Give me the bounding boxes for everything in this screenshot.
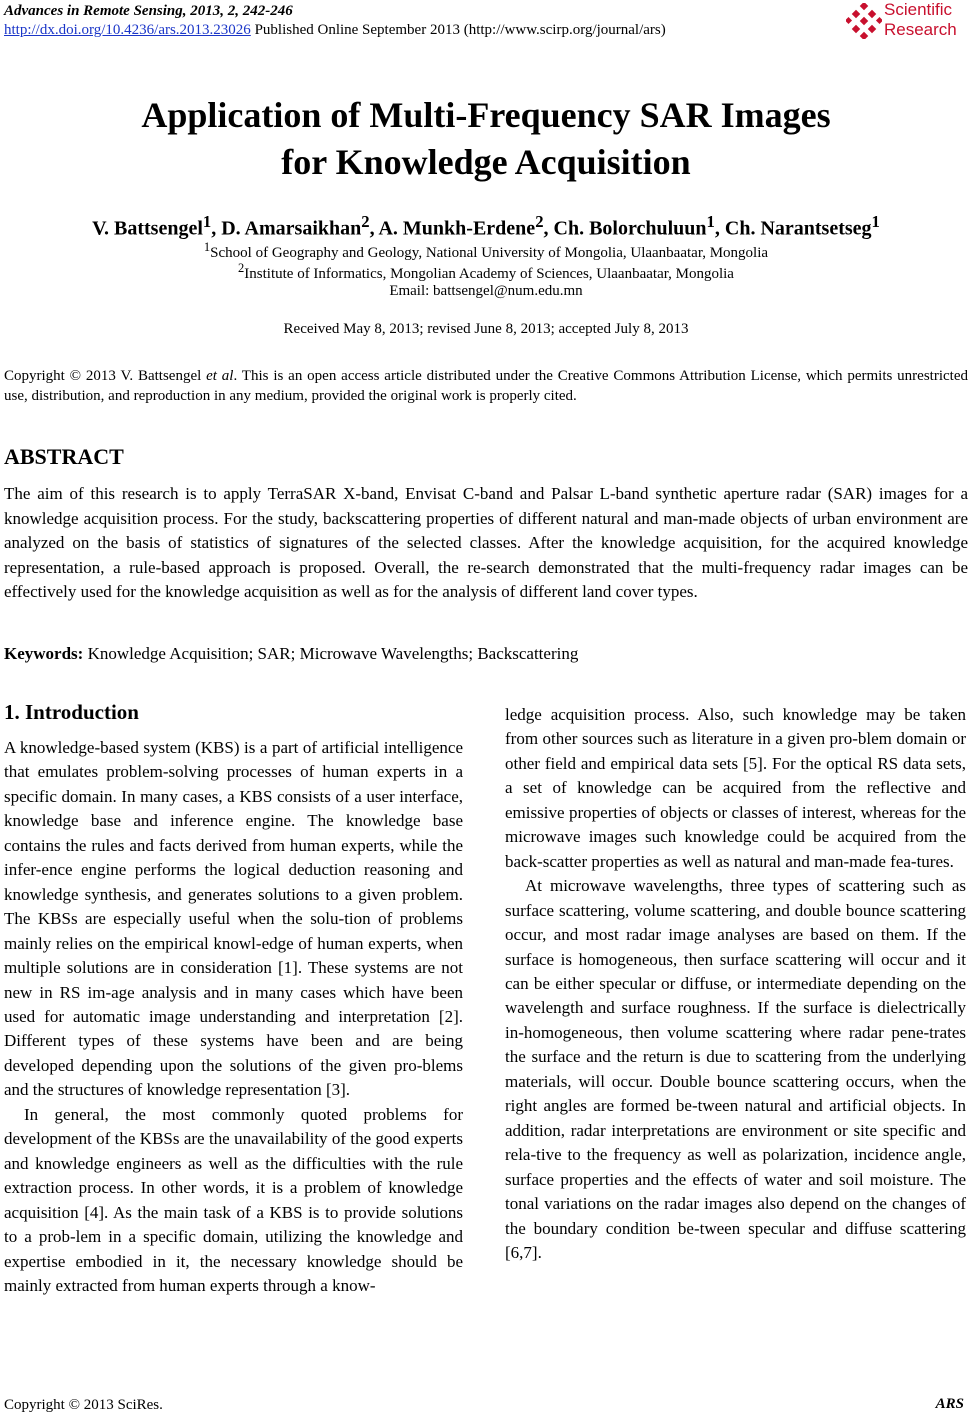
affiliation-2: $^2$Institute of Informatics, Mongolian Academy of Sciences, Ulaanbaatar, Mongolia: [238, 261, 734, 282]
author-sup: 2: [535, 212, 544, 231]
abstract-heading: ABSTRACT: [4, 444, 124, 469]
footer-copyright: Copyright © 2013 SciRes.: [4, 1397, 163, 1413]
author-sup: 1: [706, 212, 715, 231]
logo-line-2: Research: [884, 20, 957, 39]
doi-line: [4, 22, 666, 39]
intro-right-column: [505, 703, 966, 1265]
author-email: Email: battsengel@num.edu.mn: [389, 283, 583, 299]
keywords-label: Keywords:: [4, 644, 84, 663]
title-line-2: for Knowledge Acquisition: [281, 142, 691, 182]
copyright-notice: Copyright © 2013 V. Battsengel et al. This is an open access article distributed under the Creative Commons Attribution License, which permits unrestricted use, distribution, and reproduction in any medium, provided the original work is properly cited.: [4, 368, 968, 404]
author-sup: 1: [202, 212, 212, 231]
author-name: Ch. Bolorchuluun: [553, 217, 707, 240]
keywords-text: Knowledge Acquisition; SAR; Microwave Wavelengths; Backscattering: [83, 644, 579, 663]
title-line-1: Application of Multi-Frequency SAR Images: [141, 95, 831, 135]
intro-heading: 1. Introduction: [4, 700, 139, 724]
publisher-logo[interactable]: [846, 0, 970, 44]
logo-line-1: Scientific: [884, 0, 953, 19]
author-list: V. Battsengel$^1$, D. Amarsaikhan$^2$, A. Munkh-Erdene$^2$, Ch. Bolorchuluun$^1$, Ch. Narantsetseg$^1$: [92, 212, 880, 240]
footer-journal-abbrev: ARS: [935, 1396, 964, 1412]
doi-link[interactable]: http://dx.doi.org/10.4236/ars.2013.23026: [4, 22, 251, 38]
author-sup: 2: [361, 212, 370, 231]
paper-title: [0, 92, 972, 186]
received-dates: Received May 8, 2013; revised June 8, 2013; accepted July 8, 2013: [283, 321, 689, 337]
intro-paragraph: In general, the most commonly quoted problems for development of the KBSs are the unavailability of the good experts and knowledge engineers as well as the difficulties with the rule extraction process. In other words, it is a problem of knowledge acquisition [4]. As the main task of a KBS is to provide solutions to a prob-lem in a specific domain, utilizing the knowledge and expertise embodied in it, the necessary knowledge should be mainly extracted from human experts through a know-: [4, 1104, 463, 1295]
keywords: [4, 644, 578, 664]
intro-paragraph: ledge acquisition process. Also, such knowledge may be taken from other sources such as literature in a given pro-blem domain or other field and empirical data sets [5]. For the optical RS data sets, a set of knowledge can be acquired from the reflective and emissive properties of objects or classes of interest, whereas for the microwave images such knowledge could be acquired from the back-scatter properties as well as natural and man-made fea-tures.: [505, 705, 966, 871]
author-name: A. Munkh-Erdene: [378, 217, 536, 240]
scientific-research-logo-icon: [846, 3, 882, 39]
author-name: D. Amarsaikhan: [221, 217, 362, 240]
published-text: Published Online September 2013 (http://www.scirp.org/journal/ars): [250, 22, 666, 38]
intro-paragraph: At microwave wavelengths, three types of scattering such as surface scattering, volume scattering, and double bounce scattering occur, and most radar image analyses are based on them. If the surface is homogeneous, then surface scattering will occur and it can be either specular or diffuse, or intermediate depending on the wavelength and surface roughness. If the surface is dielectrically in-homogeneous, then volume scattering where radar pene-trates the surface and the return is due to scattering from the underlying materials, will occur. Double bounce scattering occurs, when the right angles are formed be-tween natural and artificial objects. In addition, radar interpretations are environment or site specific and rela-tive to the frequency as well as polarization, incidence angle, surface properties and the effects of water and soil moisture. The tonal variations on the radar images also depend on the changes of the boundary condition be-tween specular and diffuse scattering [6,7].: [505, 876, 966, 1262]
author-sup: 1: [871, 212, 880, 231]
intro-left-column: [4, 736, 463, 1298]
author-name: Ch. Narantsetseg: [724, 217, 872, 240]
affiliation-1: $^1$School of Geography and Geology, National University of Mongolia, Ulaanbaatar, Mongolia: [203, 240, 769, 261]
intro-paragraph: A knowledge-based system (KBS) is a part of artificial intelligence that emulates problem-solving processes of human experts in a specific domain. In many cases, a KBS consists of a user interface, knowledge base and inference engine. The knowledge base contains the rules and facts derived from human experts, while the infer-ence engine performs the logical deduction reasoning and knowledge synthesis, and generates solutions to a given problem. The KBSs are especially useful when the solu-tion of problems mainly relies on the empirical knowl-edge of human experts, when multiple solutions are in consideration [1]. These systems are not new in RS im-age analysis and in many cases which have been used for automatic image understanding and interpretation [2]. Different types of these systems have been and are being developed depending upon the solutions of the given pro-blems and the structures of knowledge representation [3].: [4, 738, 463, 1100]
journal-citation: Advances in Remote Sensing, 2013, 2, 242-246: [4, 3, 293, 19]
author-name: V. Battsengel: [92, 217, 203, 240]
abstract-text: The aim of this research is to apply TerraSAR X-band, Envisat C-band and Palsar L-band synthetic aperture radar (SAR) images for a knowledge acquisition process. For the study, backscattering properties of different natural and man-made objects of urban environment are analyzed on the basis of statistics of signatures of the selected classes. After the knowledge acquisition, for the acquired knowledge representation, a rule-based approach is proposed. Overall, the re-search demonstrated that the multi-frequency radar images can be effectively used for the knowledge acquisition as well as for the analysis of different land cover types.: [4, 484, 968, 602]
